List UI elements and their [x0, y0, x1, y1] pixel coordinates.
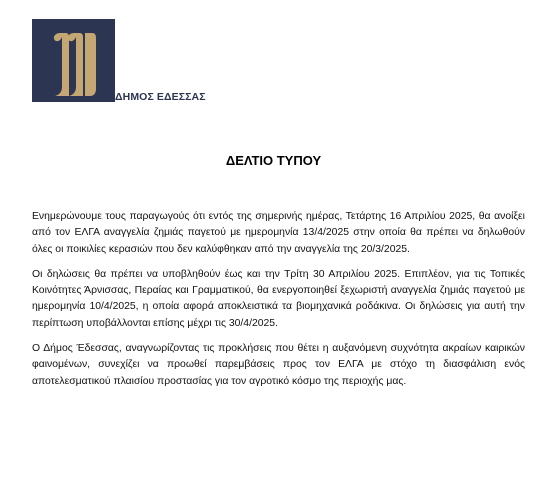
municipality-logo	[32, 19, 115, 102]
paragraph-1: Ενημερώνουμε τους παραγωγούς ότι εντός της σημερινής ημέρας, Τετάρτης 16 Απριλίου 2025, θα ανοίξει από τον ΕΛΓΑ αναγγελία ζημιάς παγετού με ημερομηνία 13/4/2025 στην οποία θα πρέπει να δηλωθούν όλες οι ποικιλίες κερασιών που δεν καλύφθηκαν από την αναγγελία της 20/3/2025.	[32, 211, 525, 255]
paragraph-2: Οι δηλώσεις θα πρέπει να υποβληθούν έως και την Τρίτη 30 Απριλίου 2025. Επιπλέον, για τις Τοπικές Κοινότητες Άρνισσας, Περαίας και Γραμματικού, θα ενεργοποιηθεί ξεχωριστή αναγγελία ζημιάς παγετού με ημερομηνία 10/4/2025, η οποία αφορά αποκλειστικά τα βιομηχανικά ροδάκινα. Οι δηλώσεις για αυτή την περίπτωση υποβάλλονται επίσης μέχρι τις 30/4/2025.	[32, 268, 525, 329]
organization-name: ΔΗΜΟΣ ΕΔΕΣΣΑΣ	[115, 91, 206, 103]
municipality-emblem-icon	[32, 19, 115, 102]
document-body	[32, 209, 525, 399]
document-title: ΔΕΛΤΙΟ ΤΥΠΟΥ	[225, 153, 322, 168]
paragraph-3: Ο Δήμος Έδεσσας, αναγνωρίζοντας τις προκλήσεις που θέτει η αυξανόμενη συχνότητα ακραίων καιρικών φαινομένων, συνεχίζει να προωθεί παρεμβάσεις προς τον ΕΛΓΑ με στόχο τη διασφάλιση ενός αποτελεσματικού πλαισίου προστασίας για τον αγροτικό κόσμο της περιοχής μας.	[32, 343, 525, 387]
